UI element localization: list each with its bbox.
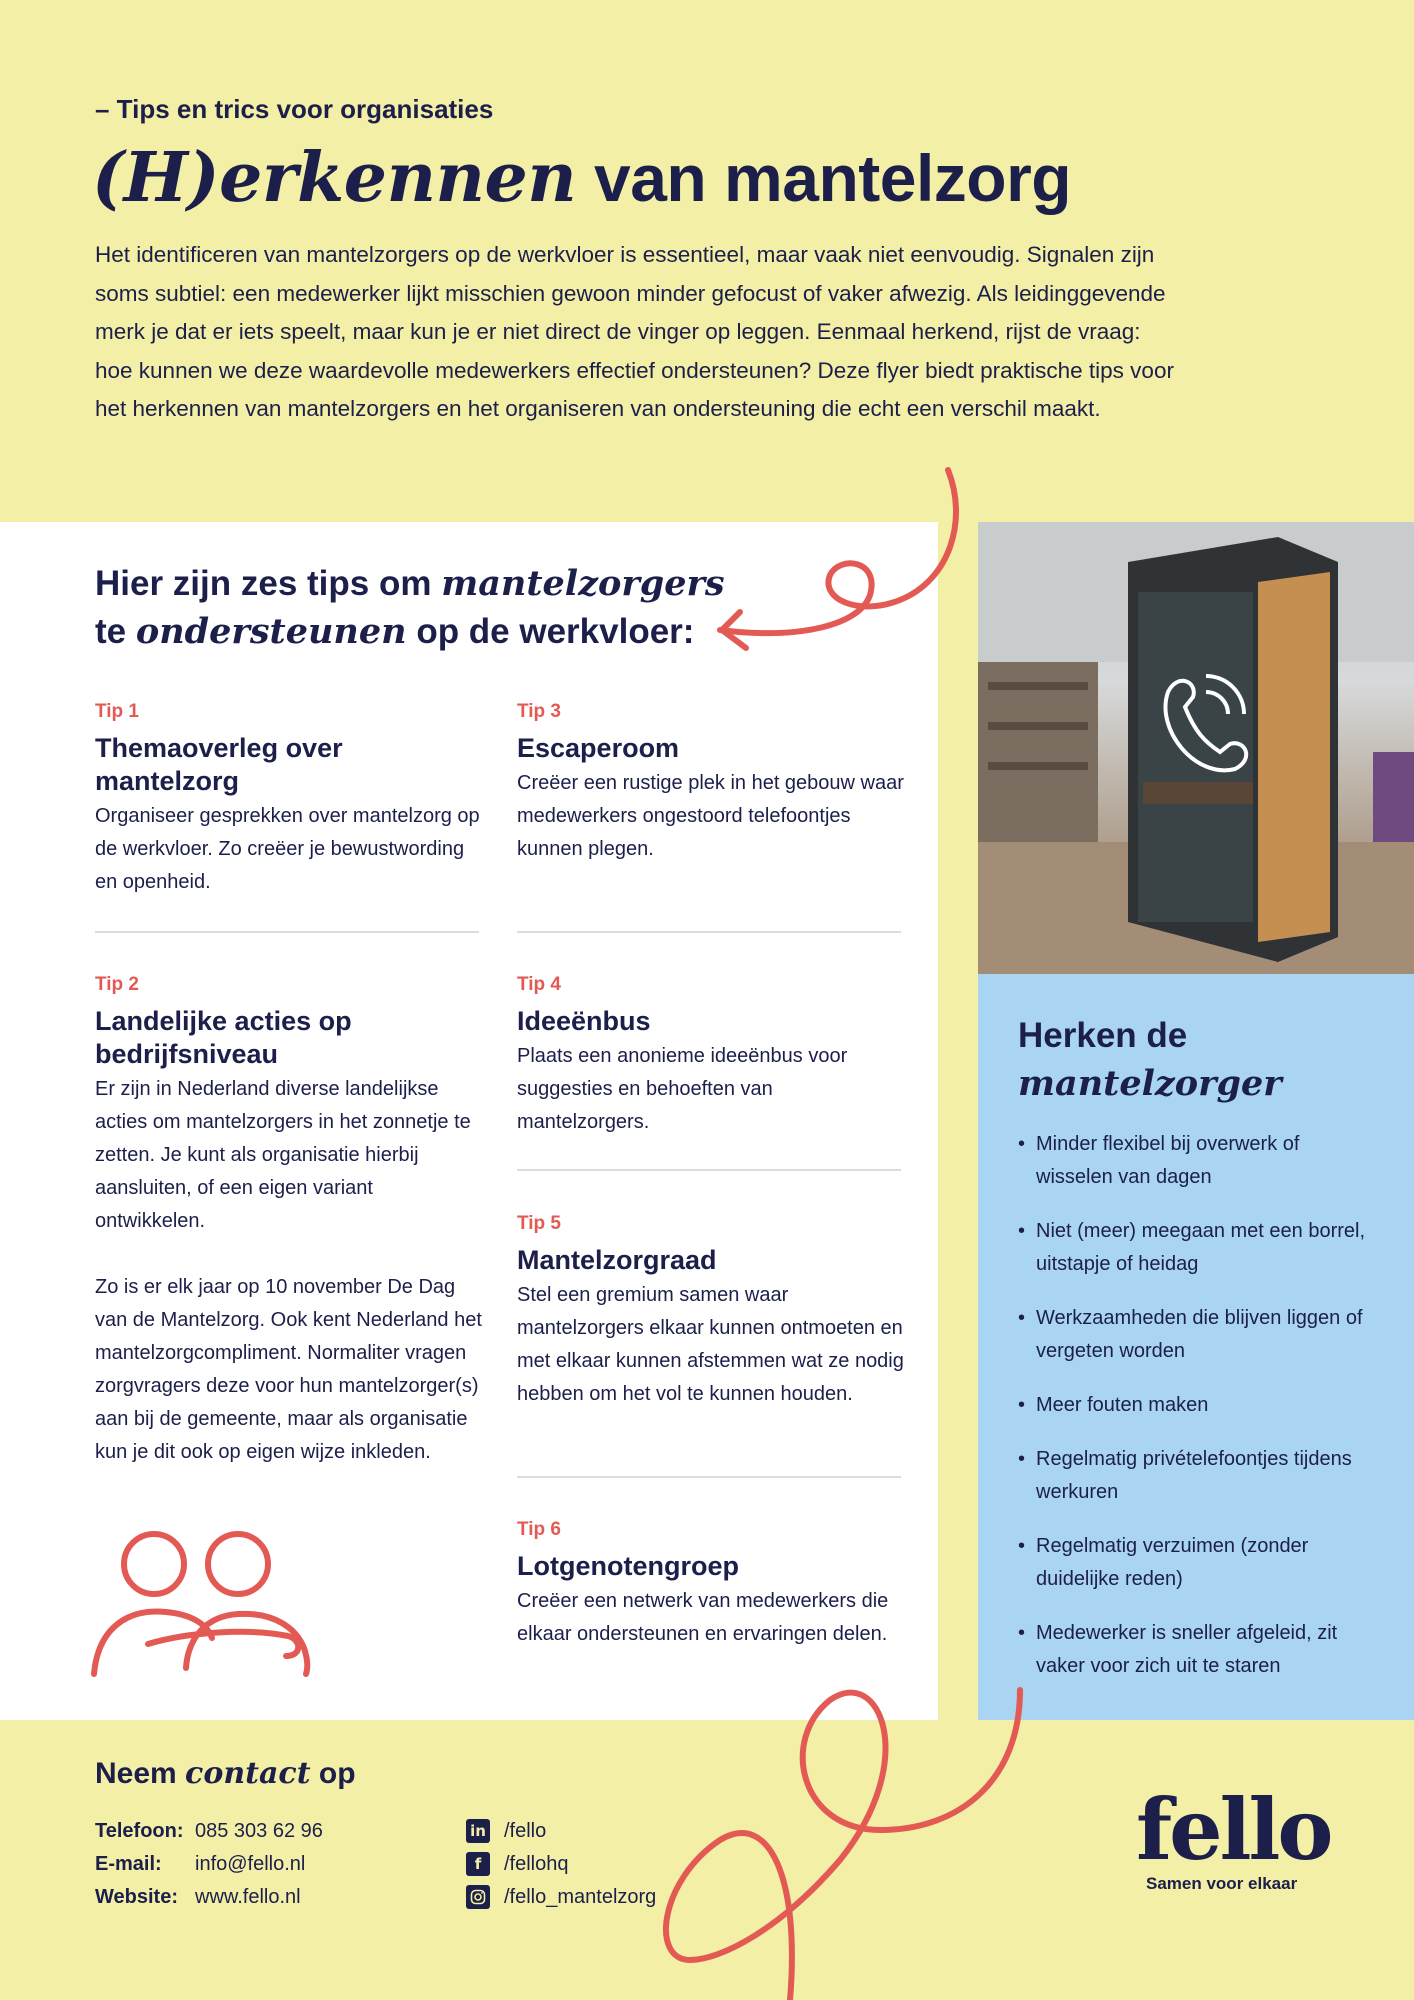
tips-heading: [95, 560, 725, 656]
signs-heading: [1018, 1012, 1282, 1108]
tips-heading-italic: ondersteunen: [135, 611, 407, 652]
linkedin-handle[interactable]: /fello: [504, 1820, 547, 1842]
contact-heading-italic: contact: [185, 1756, 311, 1791]
tip-paragraph: Creëer een rustige plek in het gebouw waar medewerkers ongestoord telefoontjes kunnen plegen.: [517, 772, 904, 860]
tips-heading-part: Hier zijn zes tips om: [95, 564, 442, 603]
contact-phone: [95, 1816, 323, 1846]
facebook-icon: f: [466, 1852, 490, 1876]
tip-number: Tip 5: [517, 1213, 561, 1234]
tip-number: Tip 1: [95, 701, 139, 722]
page-title: [92, 138, 1071, 218]
tip-body: [517, 1040, 907, 1139]
tip-title: Ideeënbus: [517, 1006, 651, 1036]
tip-paragraph: Er zijn in Nederland diverse landelijkse acties om mantelzorgers in het zonnetje te zetten. Je kunt als organisatie hierbij aansluiten, of een eigen variant ontwikkelen.: [95, 1078, 471, 1232]
tip-paragraph: Plaats een anonieme ideeënbus voor suggesties en behoeften van mantelzorgers.: [517, 1045, 848, 1133]
title-italic: (H)erkennen: [92, 138, 577, 218]
list-item: • Minder flexibel bij overwerk of wisselen van dagen: [1018, 1128, 1368, 1194]
tip-body: [517, 1279, 907, 1411]
tips-heading-part: te: [95, 612, 136, 651]
list-item: • Regelmatig verzuimen (zonder duidelijke reden): [1018, 1530, 1368, 1596]
tip-paragraph: Zo is er elk jaar op 10 november De Dag van de Mantelzorg. Ook kent Nederland het mantelzorgcompliment. Normaliter vragen zorgvragers deze voor hun mantelzorger(s) aan bij de gemeente, maar als organisatie kun je dit ook op eigen wijze inkleden.: [95, 1276, 482, 1463]
instagram-icon: [466, 1885, 490, 1909]
signs-list: [1018, 1128, 1368, 1704]
facebook-handle[interactable]: /fellohq: [504, 1853, 569, 1875]
logo-wordmark: fello: [1136, 1780, 1331, 1879]
tip-title: Landelijke acties op bedrijfsniveau: [95, 1006, 352, 1069]
tip-paragraph: Stel een gremium samen waar mantelzorgers elkaar kunnen ontmoeten en met elkaar kunnen afstemmen wat ze nodig hebben om het vol te kunnen houden.: [517, 1284, 904, 1405]
social-facebook[interactable]: [466, 1849, 569, 1879]
social-instagram[interactable]: [466, 1882, 656, 1912]
instagram-handle[interactable]: /fello_mantelzorg: [504, 1886, 657, 1908]
website-link[interactable]: www.fello.nl: [195, 1886, 301, 1908]
linkedin-icon: in: [466, 1819, 490, 1843]
phone-booth-photo: [978, 522, 1414, 974]
tip-paragraph: Organiseer gesprekken over mantelzorg op de werkvloer. Zo creëer je bewustwording en openheid.: [95, 805, 480, 893]
tip-1: [95, 700, 485, 899]
divider: [517, 1476, 901, 1478]
email-label: E-mail:: [95, 1853, 162, 1875]
tip-body: [517, 767, 907, 866]
tip-body: [95, 1073, 485, 1469]
contact-heading-plain: op: [310, 1757, 356, 1790]
tip-title: Mantelzorgraad: [517, 1245, 717, 1275]
tip-number: Tip 3: [517, 701, 561, 722]
fello-logo: [1136, 1780, 1336, 1894]
contact-heading-plain: Neem: [95, 1757, 186, 1790]
list-item: • Werkzaamheden die blijven liggen of vergeten worden: [1018, 1302, 1368, 1368]
social-linkedin[interactable]: [466, 1816, 546, 1846]
tip-number: Tip 6: [517, 1519, 561, 1540]
tip-body: [517, 1585, 907, 1651]
tip-2: [95, 973, 485, 1469]
signs-heading-plain: Herken de: [1018, 1016, 1188, 1055]
tip-title: Escaperoom: [517, 733, 680, 763]
tip-title: Lotgenotengroep: [517, 1551, 739, 1581]
website-label: Website:: [95, 1886, 178, 1908]
divider: [517, 931, 901, 933]
tip-title: Themaoverleg over mantelzorg: [95, 733, 343, 796]
tip-4: [517, 973, 907, 1139]
phone-label: Telefoon:: [95, 1820, 184, 1842]
signs-heading-italic: mantelzorger: [1018, 1063, 1282, 1104]
kicker: – Tips en trics voor organisaties: [95, 94, 494, 124]
list-item: • Niet (meer) meegaan met een borrel, uitstapje of heidag: [1018, 1215, 1368, 1281]
tip-paragraph: Creëer een netwerk van medewerkers die elkaar ondersteunen en ervaringen delen.: [517, 1590, 889, 1645]
tip-body: [95, 800, 485, 899]
phone-value[interactable]: 085 303 62 96: [195, 1820, 323, 1842]
title-rest: van mantelzorg: [576, 141, 1072, 215]
tip-number: Tip 4: [517, 974, 561, 995]
tips-heading-italic: mantelzorgers: [441, 563, 725, 604]
tip-3: [517, 700, 907, 866]
tips-heading-part: op de werkvloer:: [406, 612, 695, 651]
logo-tagline: Samen voor elkaar: [1146, 1874, 1298, 1893]
contact-heading: [95, 1756, 356, 1791]
divider: [517, 1169, 901, 1171]
list-item: • Regelmatig privételefoontjes tijdens werkuren: [1018, 1443, 1368, 1509]
divider: [95, 931, 479, 933]
tip-5: [517, 1212, 907, 1411]
two-people-hug-illustration: [88, 1528, 318, 1678]
list-item: • Meer fouten maken: [1018, 1389, 1368, 1422]
intro-paragraph: Het identificeren van mantelzorgers op de werkvloer is essentieel, maar vaak niet eenvoudig. Signalen zijn soms subtiel: een medewerker lijkt misschien gewoon minder gefocust of vaker afwezig. Als leidinggevende merk je dat er iets speelt, maar kun je er niet direct de vinger op leggen. Eenmaal herkend, rijst de vraag: hoe kunnen we deze waardevolle medewerkers effectief ondersteunen? Deze flyer biedt praktische tips voor het herkennen van mantelzorgers en het organiseren van ondersteuning die echt een verschil maakt.: [95, 242, 1174, 421]
tip-6: [517, 1518, 907, 1651]
contact-website: [95, 1882, 301, 1912]
tip-number: Tip 2: [95, 974, 139, 995]
contact-email: [95, 1849, 305, 1879]
list-item: • Medewerker is sneller afgeleid, zit vaker voor zich uit te staren: [1018, 1617, 1368, 1683]
email-link[interactable]: info@fello.nl: [195, 1853, 306, 1875]
